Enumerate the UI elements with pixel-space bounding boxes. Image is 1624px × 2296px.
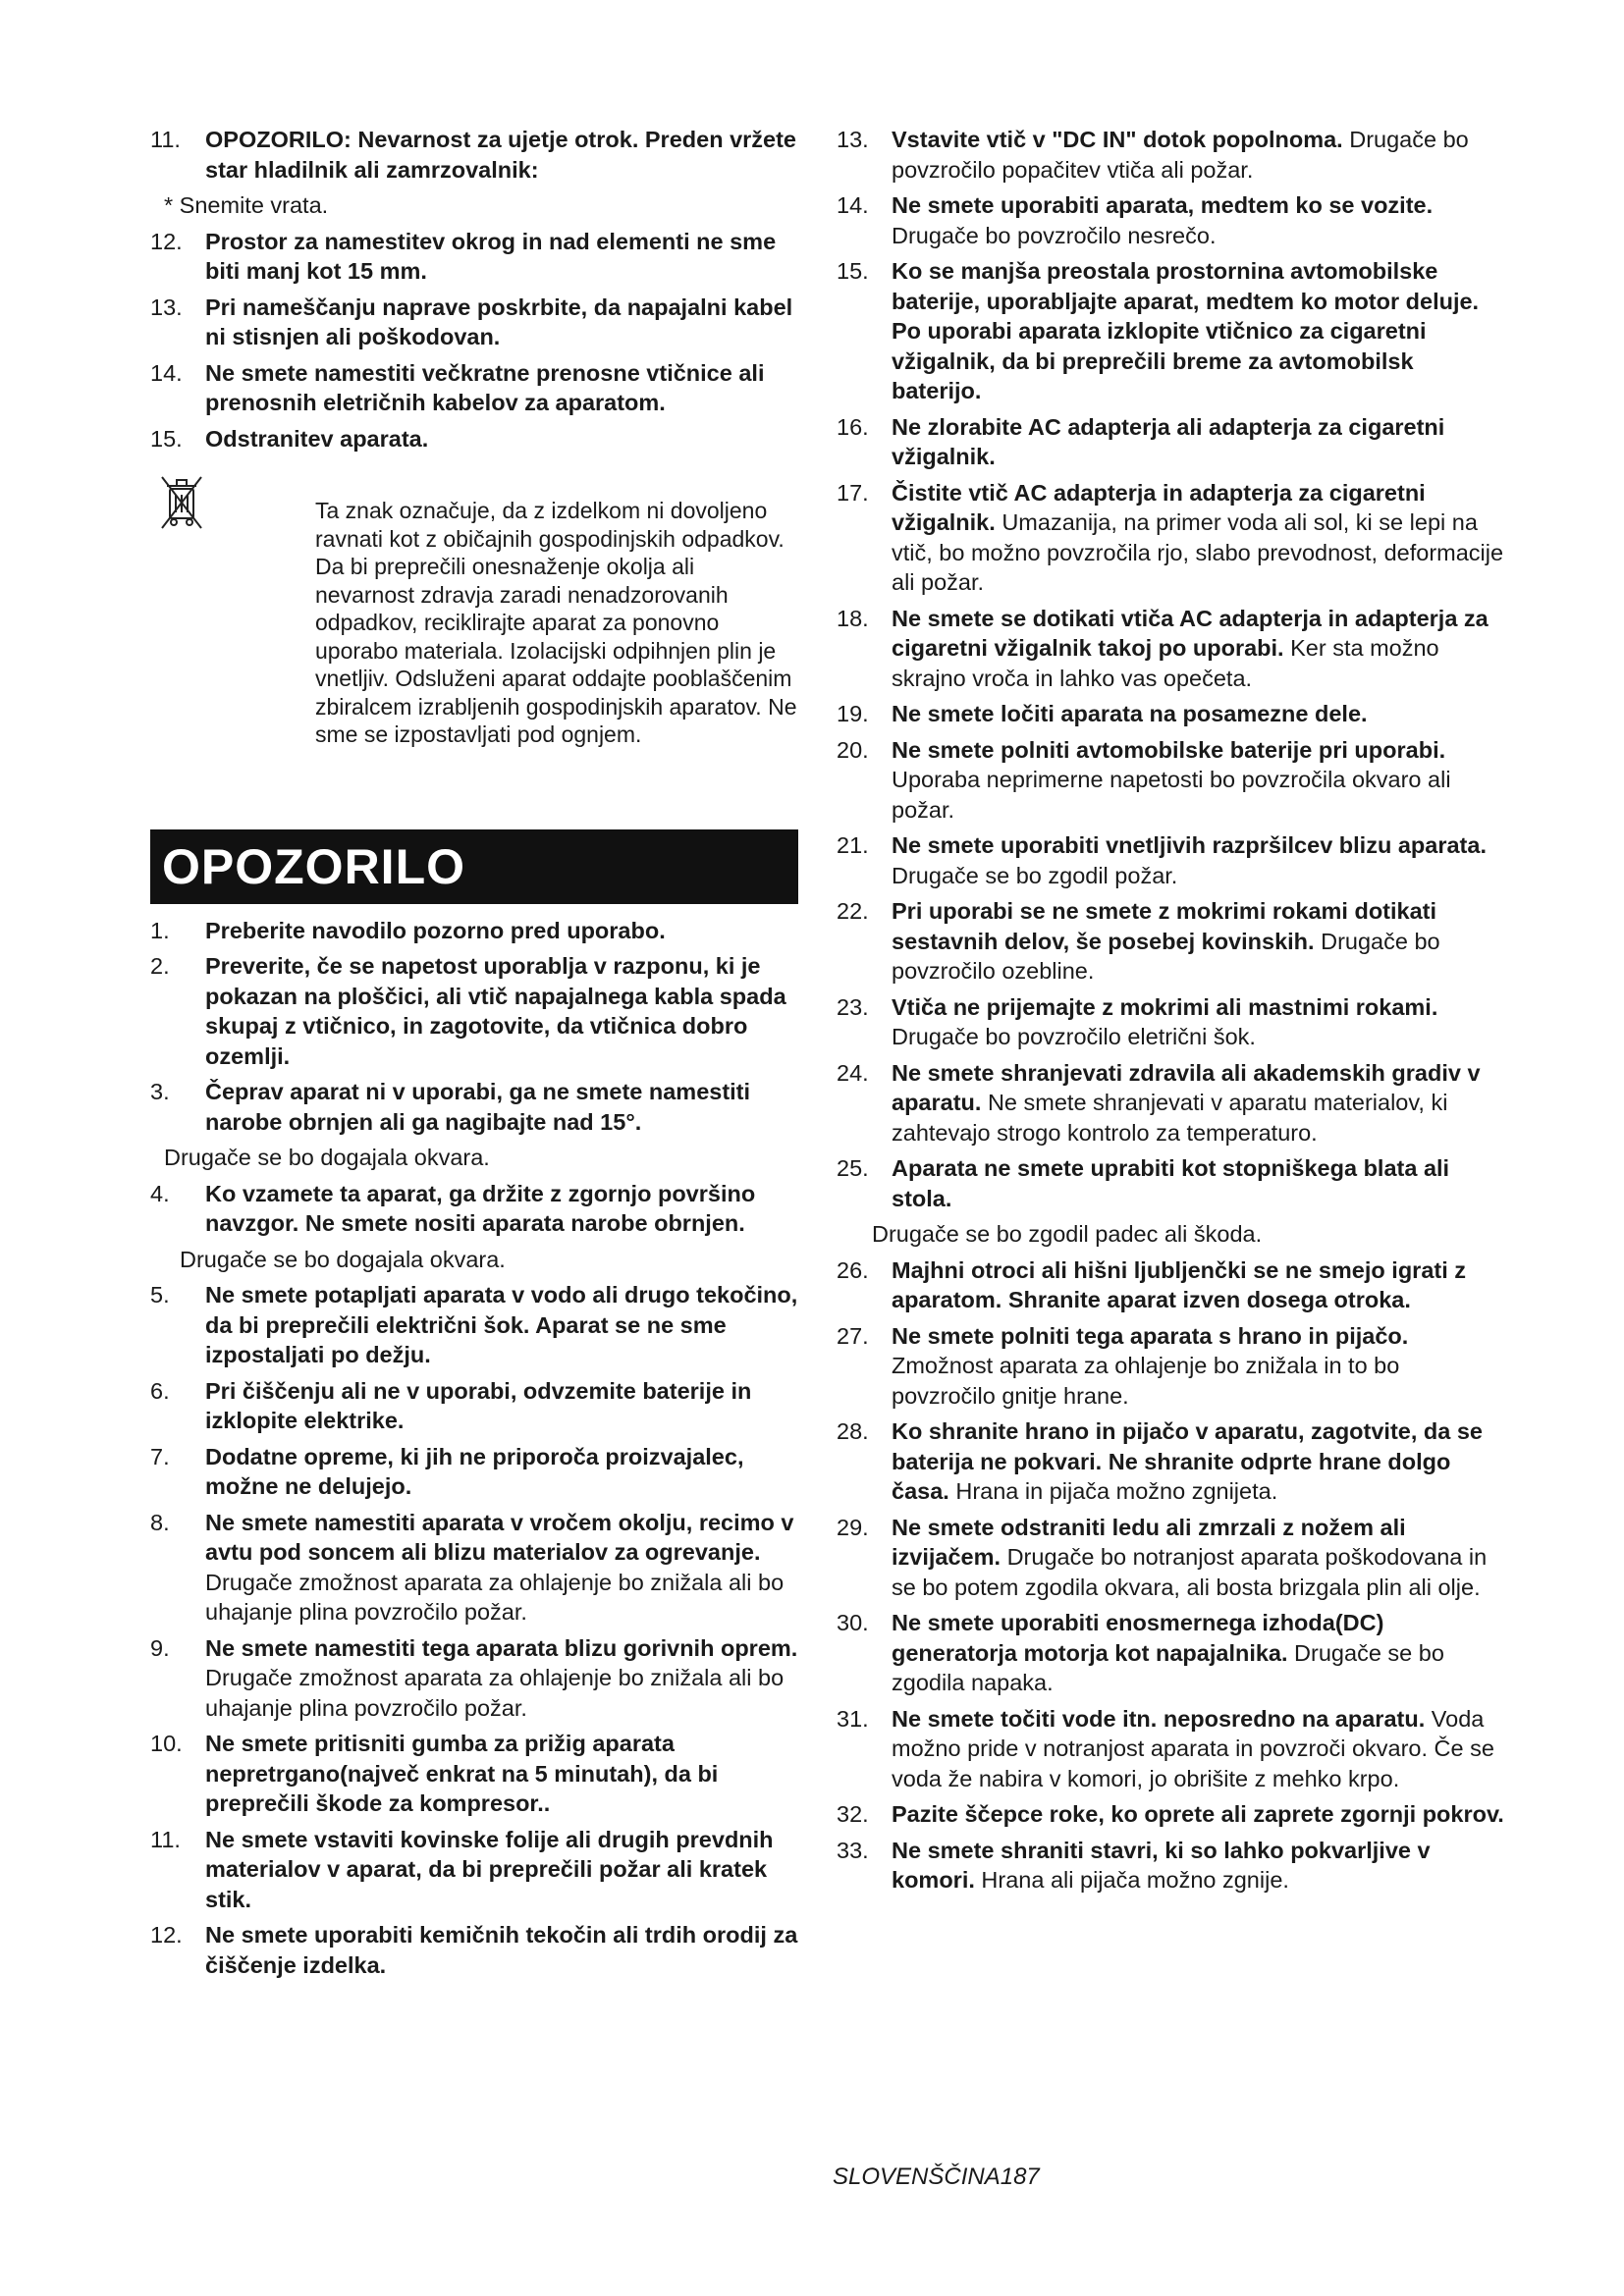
item-bold-text: Dodatne opreme, ki jih ne priporoča proizvajalec, možne ne delujejo. [205, 1443, 744, 1499]
item-number: 6. [150, 1377, 170, 1404]
item-text [892, 896, 1504, 987]
item-bold-text: Ne smete pritisniti gumba za prižig aparata nepretrgano(največ enkrat na 5 minutah), da bi preprečili škode za kompresor.. [205, 1731, 719, 1816]
list-item [150, 424, 798, 454]
item-text [892, 604, 1504, 694]
right-column [837, 125, 1504, 1901]
item-number: 21. [837, 832, 869, 858]
item-bold-text: Pri uporabi se ne smete z mokrimi rokami dotikati sestavnih delov, še posebej kovinskih. [892, 898, 1437, 954]
list-item [837, 1153, 1504, 1213]
item-text [892, 1608, 1504, 1698]
item-bold-text: Ne smete uporabiti kemičnih tekočin ali trdih orodij za čiščenje izdelka. [205, 1922, 798, 1978]
item-text [205, 1729, 798, 1819]
item-number: 29. [837, 1514, 869, 1540]
list-item [150, 1280, 798, 1370]
item-regular-text: Drugače se bo zgodila napaka. [892, 1639, 1444, 1695]
item-text [205, 1825, 798, 1915]
item-text [892, 699, 1504, 729]
item-text [205, 358, 798, 418]
page-footer: SLOVENŠČINA187 [833, 2163, 1040, 2190]
item-number: 33. [837, 1837, 869, 1863]
item-regular-text: Hrana in pijača možno zgnijeta. [948, 1478, 1278, 1504]
door-note: * Snemite vrata. [164, 192, 329, 218]
item-regular-text: Voda možno pride v notranjost aparata in povzroči okvaro. Če se voda že nabira v komori, jo obrišite z mehko krpo. [892, 1705, 1494, 1791]
item-text [892, 1153, 1504, 1213]
item-number: 15. [150, 425, 183, 452]
item-bold-text: Ne smete namestiti večkratne prenosne vtičnice ali prenosnih eletričnih kabelov za aparatom. [205, 359, 765, 415]
item-number: 13. [150, 294, 183, 320]
weee-text: Ta znak označuje, da z izdelkom ni dovoljeno ravnati kot z običajnih gospodinjskih odpadkov. Da bi preprečili onesnaženje okolja ali nevarnost zdravja zaradi nenadzorovanih odpadkov, reciklirajte aparat za ponovno uporabo materiala. Izolacijski odpihnjen plin je vnetljiv. Odsluženi aparat oddajte pooblaščenim zbiralcem izrabljenih gospodinjskih aparatov. Ne sme se izpostavljati pod ognjem. [315, 498, 797, 747]
item-regular-text: Drugače bo povzročilo popačitev vtiča ali požar. [892, 127, 1469, 183]
list-item [837, 699, 1504, 729]
item-text [205, 951, 798, 1071]
item-bold-text: Ne smete polniti tega aparata s hrano in pijačo. [892, 1322, 1409, 1349]
list-item [837, 1416, 1504, 1507]
item-text [892, 1058, 1504, 1148]
item-number: 15. [837, 258, 869, 284]
item-bold-text: Ne smete odstraniti ledu ali zmrzali z nožem ali izvijačem. [892, 1514, 1406, 1570]
item-number: 16. [837, 413, 869, 440]
item-bold-text: Ko vzamete ta aparat, ga držite z zgornjo površino navzgor. Ne smete nositi aparata narobe obrnjen. [205, 1180, 756, 1236]
item-bold-text: Majhni otroci ali hišni ljubljenčki se ne smejo igrati z aparatom. Shranite aparat izven dosega otroka. [892, 1256, 1467, 1312]
item-bold-text: Pri čiščenju ali ne v uporabi, odvzemite baterije in izklopite elektrike. [205, 1377, 752, 1433]
list-item [837, 1704, 1504, 1794]
warning-heading: OPOZORILO [150, 829, 798, 904]
list-item [837, 1836, 1504, 1896]
list-item [837, 830, 1504, 890]
item-regular-text: Drugače bo povzročilo ozebline. [892, 928, 1440, 984]
list-item [150, 125, 798, 185]
item-bold-text: Ne smete točiti vode itn. neposredno na aparatu. [892, 1705, 1426, 1732]
item-bold-text: Vstavite vtič v "DC IN" dotok popolnoma. [892, 127, 1343, 152]
item-number: 27. [837, 1322, 869, 1349]
item-text [205, 1633, 798, 1724]
item-bold-text: Pazite ščepce roke, ko oprete ali zaprete zgornji pokrov. [892, 1801, 1504, 1827]
item-bold-text: Čeprav aparat ni v uporabi, ga ne smete namestiti narobe obrnjen ali ga nagibajte nad 15°. [205, 1079, 751, 1135]
list-item [150, 1376, 798, 1436]
item-text [892, 1321, 1504, 1412]
item-bold-text: Čistite vtič AC adapterja in adapterja za cigaretni vžigalnik. [892, 479, 1426, 535]
item-number: 7. [150, 1443, 170, 1469]
item-text [205, 1077, 798, 1137]
item-text [892, 1799, 1504, 1830]
item-bold-text: Ne smete shranjevati zdravila ali akademskih gradiv v aparatu. [892, 1059, 1481, 1115]
item-regular-text: Umazanija, na primer voda ali sol, ki se lepi na vtič, bo možno povzročila rjo, slabo prevodnost, deformacije ali požar. [892, 509, 1504, 595]
item-bold-text: Ne smete potapljati aparata v vodo ali drugo tekočino, da bi preprečili električni šok. Aparat se ne sme izpostaljati po dežju. [205, 1282, 798, 1367]
item-bold-text: Ko se manjša preostala prostornina avtomobilske baterije, uporabljajte aparat, medtem ko motor deluje. Po uporabi aparata izklopite vtičnico za cigaretni vžigalnik, da bi preprečili breme za avtomobilsk baterijo. [892, 258, 1480, 403]
list-item [837, 412, 1504, 472]
item-text [205, 424, 798, 454]
item-regular-text: Drugače bo notranjost aparata poškodovana in se bo potem zgodila okvara, ali bosta brizgala plin ali olje. [892, 1544, 1488, 1600]
list-item [837, 478, 1504, 598]
item-text [205, 1442, 798, 1502]
item-bold-text: Pri nameščanju naprave poskrbite, da napajalni kabel ni stisnjen ali poškodovan. [205, 294, 793, 349]
list-item [150, 1508, 798, 1628]
item-number: 9. [150, 1634, 170, 1661]
item-number: 31. [837, 1705, 869, 1732]
item-number: 2. [150, 953, 170, 979]
disposal-list [150, 125, 798, 454]
item-text [892, 1513, 1504, 1603]
list-item [837, 1513, 1504, 1603]
item-number: 28. [837, 1418, 869, 1444]
list-item [150, 1920, 798, 1980]
item-text [892, 478, 1504, 598]
item-bold-text: Preverite, če se napetost uporablja v razponu, ki je pokazan na ploščici, ali vtič napajalnega kabla spada skupaj z vtičnico, in zagotovite, da vtičnica dobro ozemlji. [205, 953, 786, 1069]
list-item [837, 1608, 1504, 1698]
list-item [150, 293, 798, 352]
list-item [150, 1442, 798, 1502]
left-column [150, 125, 798, 1986]
item-number: 11. [150, 1826, 181, 1852]
item-text [205, 227, 798, 287]
warning-list [150, 916, 798, 1981]
item-bold-text: Odstranitev aparata. [205, 425, 429, 452]
item-number: 32. [837, 1801, 869, 1827]
item-text [892, 1704, 1504, 1794]
item-number: 8. [150, 1509, 170, 1535]
item-text [892, 256, 1504, 406]
item-bold-text: Ne smete se dotikati vtiča AC adapterja in adapterja za cigaretni vžigalnik takoj po uporabi. [892, 605, 1489, 661]
item-text [205, 1280, 798, 1370]
item-note: Drugače se bo dogajala okvara. [180, 1246, 506, 1272]
item-text [205, 125, 798, 185]
item-regular-text: Drugače se bo zgodil požar. [892, 862, 1178, 888]
item-regular-text: Drugače zmožnost aparata za ohlajenje bo znižala ali bo uhajanje plina povzročilo požar. [205, 1665, 785, 1721]
item-bold-text: Ne smete polniti avtomobilske baterije pri uporabi. [892, 736, 1446, 763]
list-item [837, 896, 1504, 987]
item-text [892, 190, 1504, 250]
item-number: 19. [837, 701, 869, 726]
item-bold-text: Ne smete ločiti aparata na posamezne dele. [892, 701, 1368, 726]
list-item [150, 358, 798, 418]
list-item [837, 190, 1504, 250]
list-item [837, 1321, 1504, 1412]
list-item [837, 1058, 1504, 1148]
item-text [892, 1255, 1504, 1315]
list-item [150, 1633, 798, 1724]
list-item [150, 227, 798, 287]
item-bold-text: Ne smete uporabiti vnetljivih razpršilcev blizu aparata. [892, 832, 1487, 858]
item-number: 12. [150, 1922, 183, 1948]
item-text [892, 830, 1504, 890]
item-number: 4. [150, 1180, 170, 1206]
item-bold-text: Ne smete vstaviti kovinske folije ali drugih prevdnih materialov v aparat, da bi preprečili požar ali kratek stik. [205, 1826, 774, 1912]
weee-section [150, 473, 798, 749]
item-bold-text: Aparata ne smete uprabiti kot stopniškega blata ali stola. [892, 1155, 1450, 1211]
list-item [837, 604, 1504, 694]
item-number: 10. [150, 1731, 183, 1756]
item-text [892, 412, 1504, 472]
item-number: 22. [837, 898, 869, 924]
list-item [837, 1799, 1504, 1830]
item-bold-text: Ko shranite hrano in pijačo v aparatu, zagotvite, da se baterija ne pokvari. Ne shranite odprte hrane dolgo časa. [892, 1418, 1484, 1504]
list-item [837, 256, 1504, 406]
item-number: 14. [837, 192, 869, 218]
item-bold-text: Ne zlorabite AC adapterja ali adapterja za cigaretni vžigalnik. [892, 413, 1445, 469]
item-regular-text: Hrana ali pijača možno zgnije. [974, 1867, 1289, 1893]
item-number: 18. [837, 605, 869, 631]
item-number: 1. [150, 917, 170, 943]
item-regular-text: Ker sta možno skrajno vroča in lahko vas opečeta. [892, 635, 1439, 691]
item-bold-text: Ne smete shraniti stavri, ki so lahko pokvarljive v komori. [892, 1837, 1431, 1893]
item-number: 20. [837, 736, 869, 763]
list-item [150, 1077, 798, 1137]
item-number: 17. [837, 479, 869, 506]
list-item [150, 1825, 798, 1915]
item-text [892, 735, 1504, 826]
list-item [837, 992, 1504, 1052]
item-text [205, 1376, 798, 1436]
item-regular-text: Zmožnost aparata za ohlajenje bo znižala in to bo povzročilo gnitje hrane. [892, 1353, 1400, 1409]
item-number: 14. [150, 359, 183, 386]
item-text [205, 293, 798, 352]
item-bold-text: Ne smete namestiti tega aparata blizu gorivnih oprem. [205, 1634, 798, 1661]
item-number: 25. [837, 1155, 869, 1181]
item-number: 13. [837, 127, 869, 152]
item-regular-text: Ne smete shranjevati v aparatu materialov, ki zahtevajo strogo kontrolo za temperaturo. [892, 1090, 1448, 1146]
item-number: 3. [150, 1079, 170, 1104]
item-text [892, 1836, 1504, 1896]
item-text [892, 125, 1504, 185]
item-bold-text: OPOZORILO: Nevarnost za ujetje otrok. Preden vržete star hladilnik ali zamrzovalnik: [205, 127, 797, 183]
item-number: 23. [837, 993, 869, 1020]
item-text [205, 916, 798, 946]
item-regular-text: Drugače bo povzročilo nesrečo. [892, 222, 1217, 248]
item-number: 24. [837, 1059, 869, 1086]
warning-list-continued [837, 125, 1504, 1896]
crossed-bin-icon [150, 473, 315, 749]
list-item [150, 1179, 798, 1239]
item-regular-text: Drugače zmožnost aparata za ohlajenje bo znižala ali bo uhajanje plina povzročilo požar. [205, 1569, 785, 1625]
list-item [150, 916, 798, 946]
list-item [150, 951, 798, 1071]
item-text [205, 1508, 798, 1628]
item-number: 12. [150, 228, 183, 254]
list-item [837, 735, 1504, 826]
list-item [837, 125, 1504, 185]
item-text [205, 1920, 798, 1980]
item-text [205, 1179, 798, 1239]
item-note: Drugače se bo zgodil padec ali škoda. [872, 1221, 1263, 1247]
item-note: Drugače se bo dogajala okvara. [164, 1145, 490, 1170]
item-bold-text: Ne smete uporabiti enosmernega izhoda(DC) generatorja motorja kot napajalnika. [892, 1610, 1384, 1666]
item-regular-text: Uporaba neprimerne napetosti bo povzročila okvaro ali požar. [892, 767, 1451, 823]
item-number: 30. [837, 1610, 869, 1635]
item-number: 11. [150, 127, 181, 152]
item-bold-text: Ne smete uporabiti aparata, medtem ko se vozite. [892, 192, 1434, 218]
item-number: 5. [150, 1282, 170, 1308]
list-item [837, 1255, 1504, 1315]
item-bold-text: Ne smete namestiti aparata v vročem okolju, recimo v avtu pod soncem ali blizu materialov za ogrevanje. [205, 1509, 794, 1565]
item-text [892, 1416, 1504, 1507]
item-bold-text: Vtiča ne prijemajte z mokrimi ali mastnimi rokami. [892, 993, 1438, 1020]
item-regular-text: Drugače bo povzročilo eletrični šok. [892, 1024, 1256, 1049]
item-bold-text: Prostor za namestitev okrog in nad elementi ne sme biti manj kot 15 mm. [205, 228, 777, 284]
item-number: 26. [837, 1256, 869, 1283]
list-item [150, 1729, 798, 1819]
item-bold-text: Preberite navodilo pozorno pred uporabo. [205, 917, 666, 943]
item-text [892, 992, 1504, 1052]
